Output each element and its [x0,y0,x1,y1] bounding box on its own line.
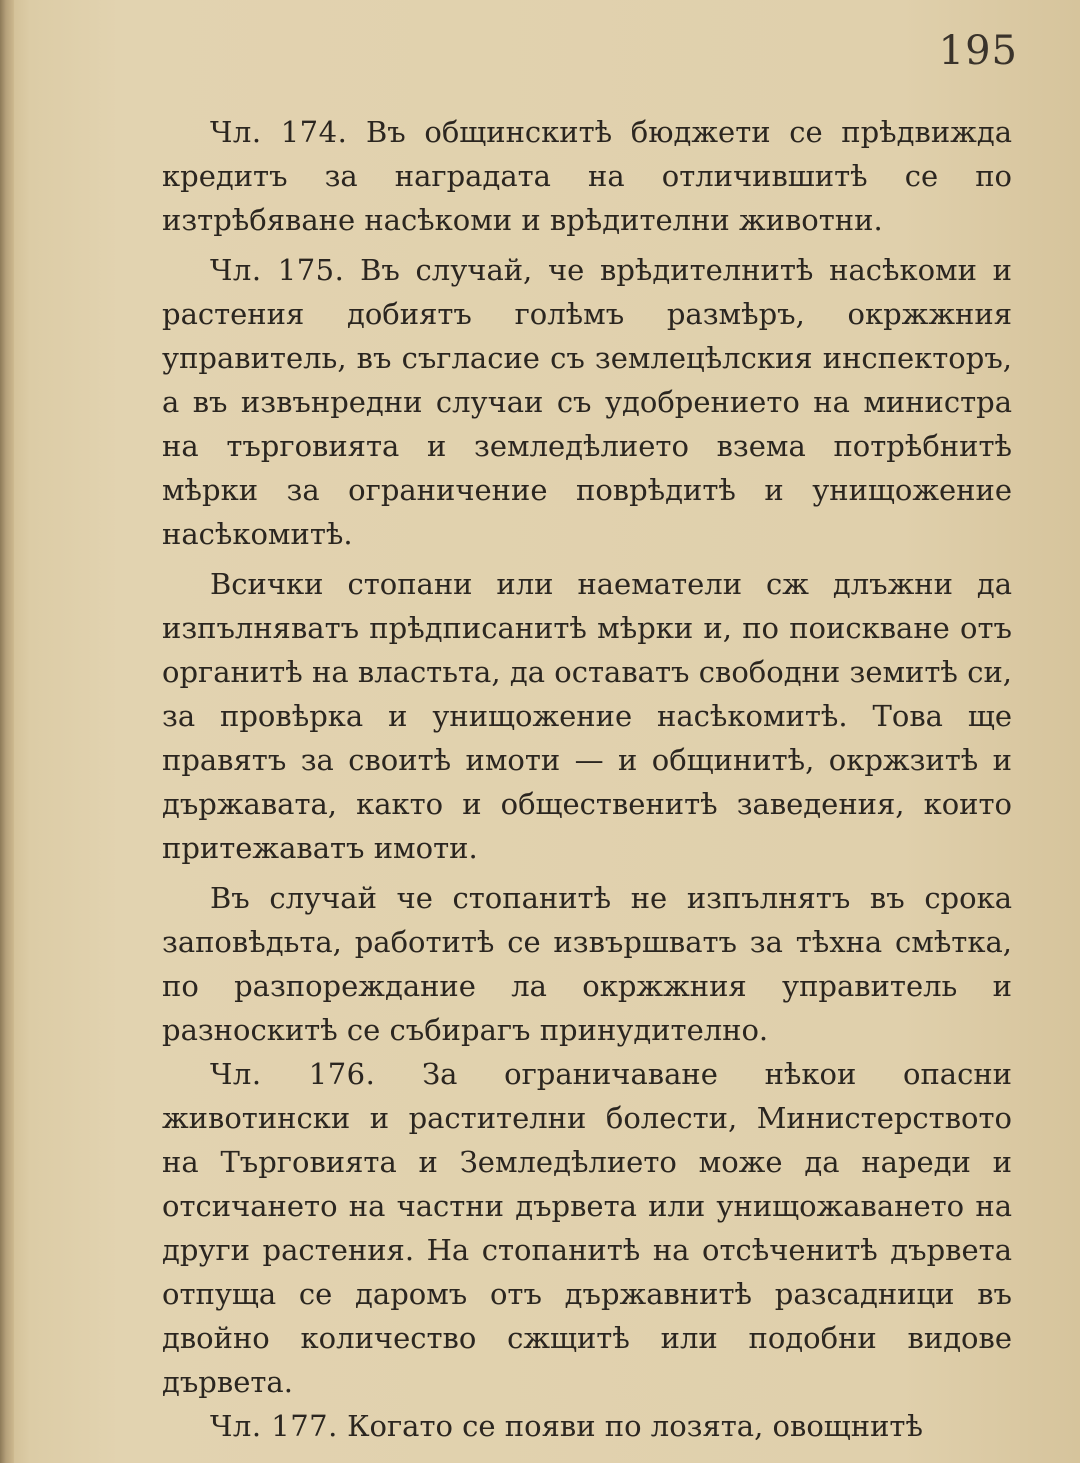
paragraph-text: Въ случай, че врѣдителнитѣ насѣкоми и растения добиятъ голѣмъ размѣръ, окржжния управитель, въ съгласие съ землецѣлския инспекторъ, а въ извънредни случаи съ удобрението на министра на търговията и земледѣлието взема потрѣбнитѣ мѣрки за ограничение поврѣдитѣ и унищожение насѣкомитѣ. [162,253,1012,551]
paragraph-text: Когато се появи по лозята, овощнитѣ [347,1409,923,1443]
page-text-body [162,110,1012,1448]
paragraph-art-174 [162,110,1012,242]
article-number: Чл. 176. [210,1057,376,1091]
article-number: Чл. 174. [210,115,348,149]
paragraph-text: Въ общинскитѣ бюджети се прѣдвижда кредитъ за наградата на отличившитѣ се по изтрѣбяване насѣкоми и врѣдителни животни. [162,115,1012,237]
paragraph-enforcement [162,876,1012,1052]
paragraph-text: Всички стопани или наематели сж длъжни да изпълняватъ прѣдписанитѣ мѣрки и, по поискване отъ органитѣ на властьта, да оставатъ свободни земитѣ си, за провѣрка и унищожение насѣкомитѣ. Това ще правятъ за своитѣ имоти — и общинитѣ, окржзитѣ и държавата, както и общественитѣ заведения, които притежаватъ имоти. [162,567,1012,865]
paragraph-owners-duties [162,562,1012,870]
paragraph-text: За ограничаване нѣкои опасни животински и растителни болести, Министерството на Търговията и Земледѣлието може да нареди и отсичането на частни дървета или унищожаването на други растения. На стопанитѣ на отсѣченитѣ дървета отпуща се даромъ отъ държавнитѣ разсадници въ двойно количество сжщитѣ или подобни видове дървета. [162,1057,1012,1399]
page-binding-edge [0,0,14,1463]
paragraph-text: Въ случай че стопанитѣ не изпълнятъ въ срока заповѣдьта, работитѣ се извършватъ за тѣхна смѣтка, по разпореждание ла окржжния управитель и разноскитѣ се събирагъ принудително. [162,881,1012,1047]
article-number: Чл. 175. [210,253,345,287]
paragraph-art-177 [162,1404,1012,1448]
page-number: 195 [938,28,1018,74]
paragraph-art-175 [162,248,1012,556]
paragraph-art-176 [162,1052,1012,1404]
article-number: Чл. 177. [210,1409,338,1443]
